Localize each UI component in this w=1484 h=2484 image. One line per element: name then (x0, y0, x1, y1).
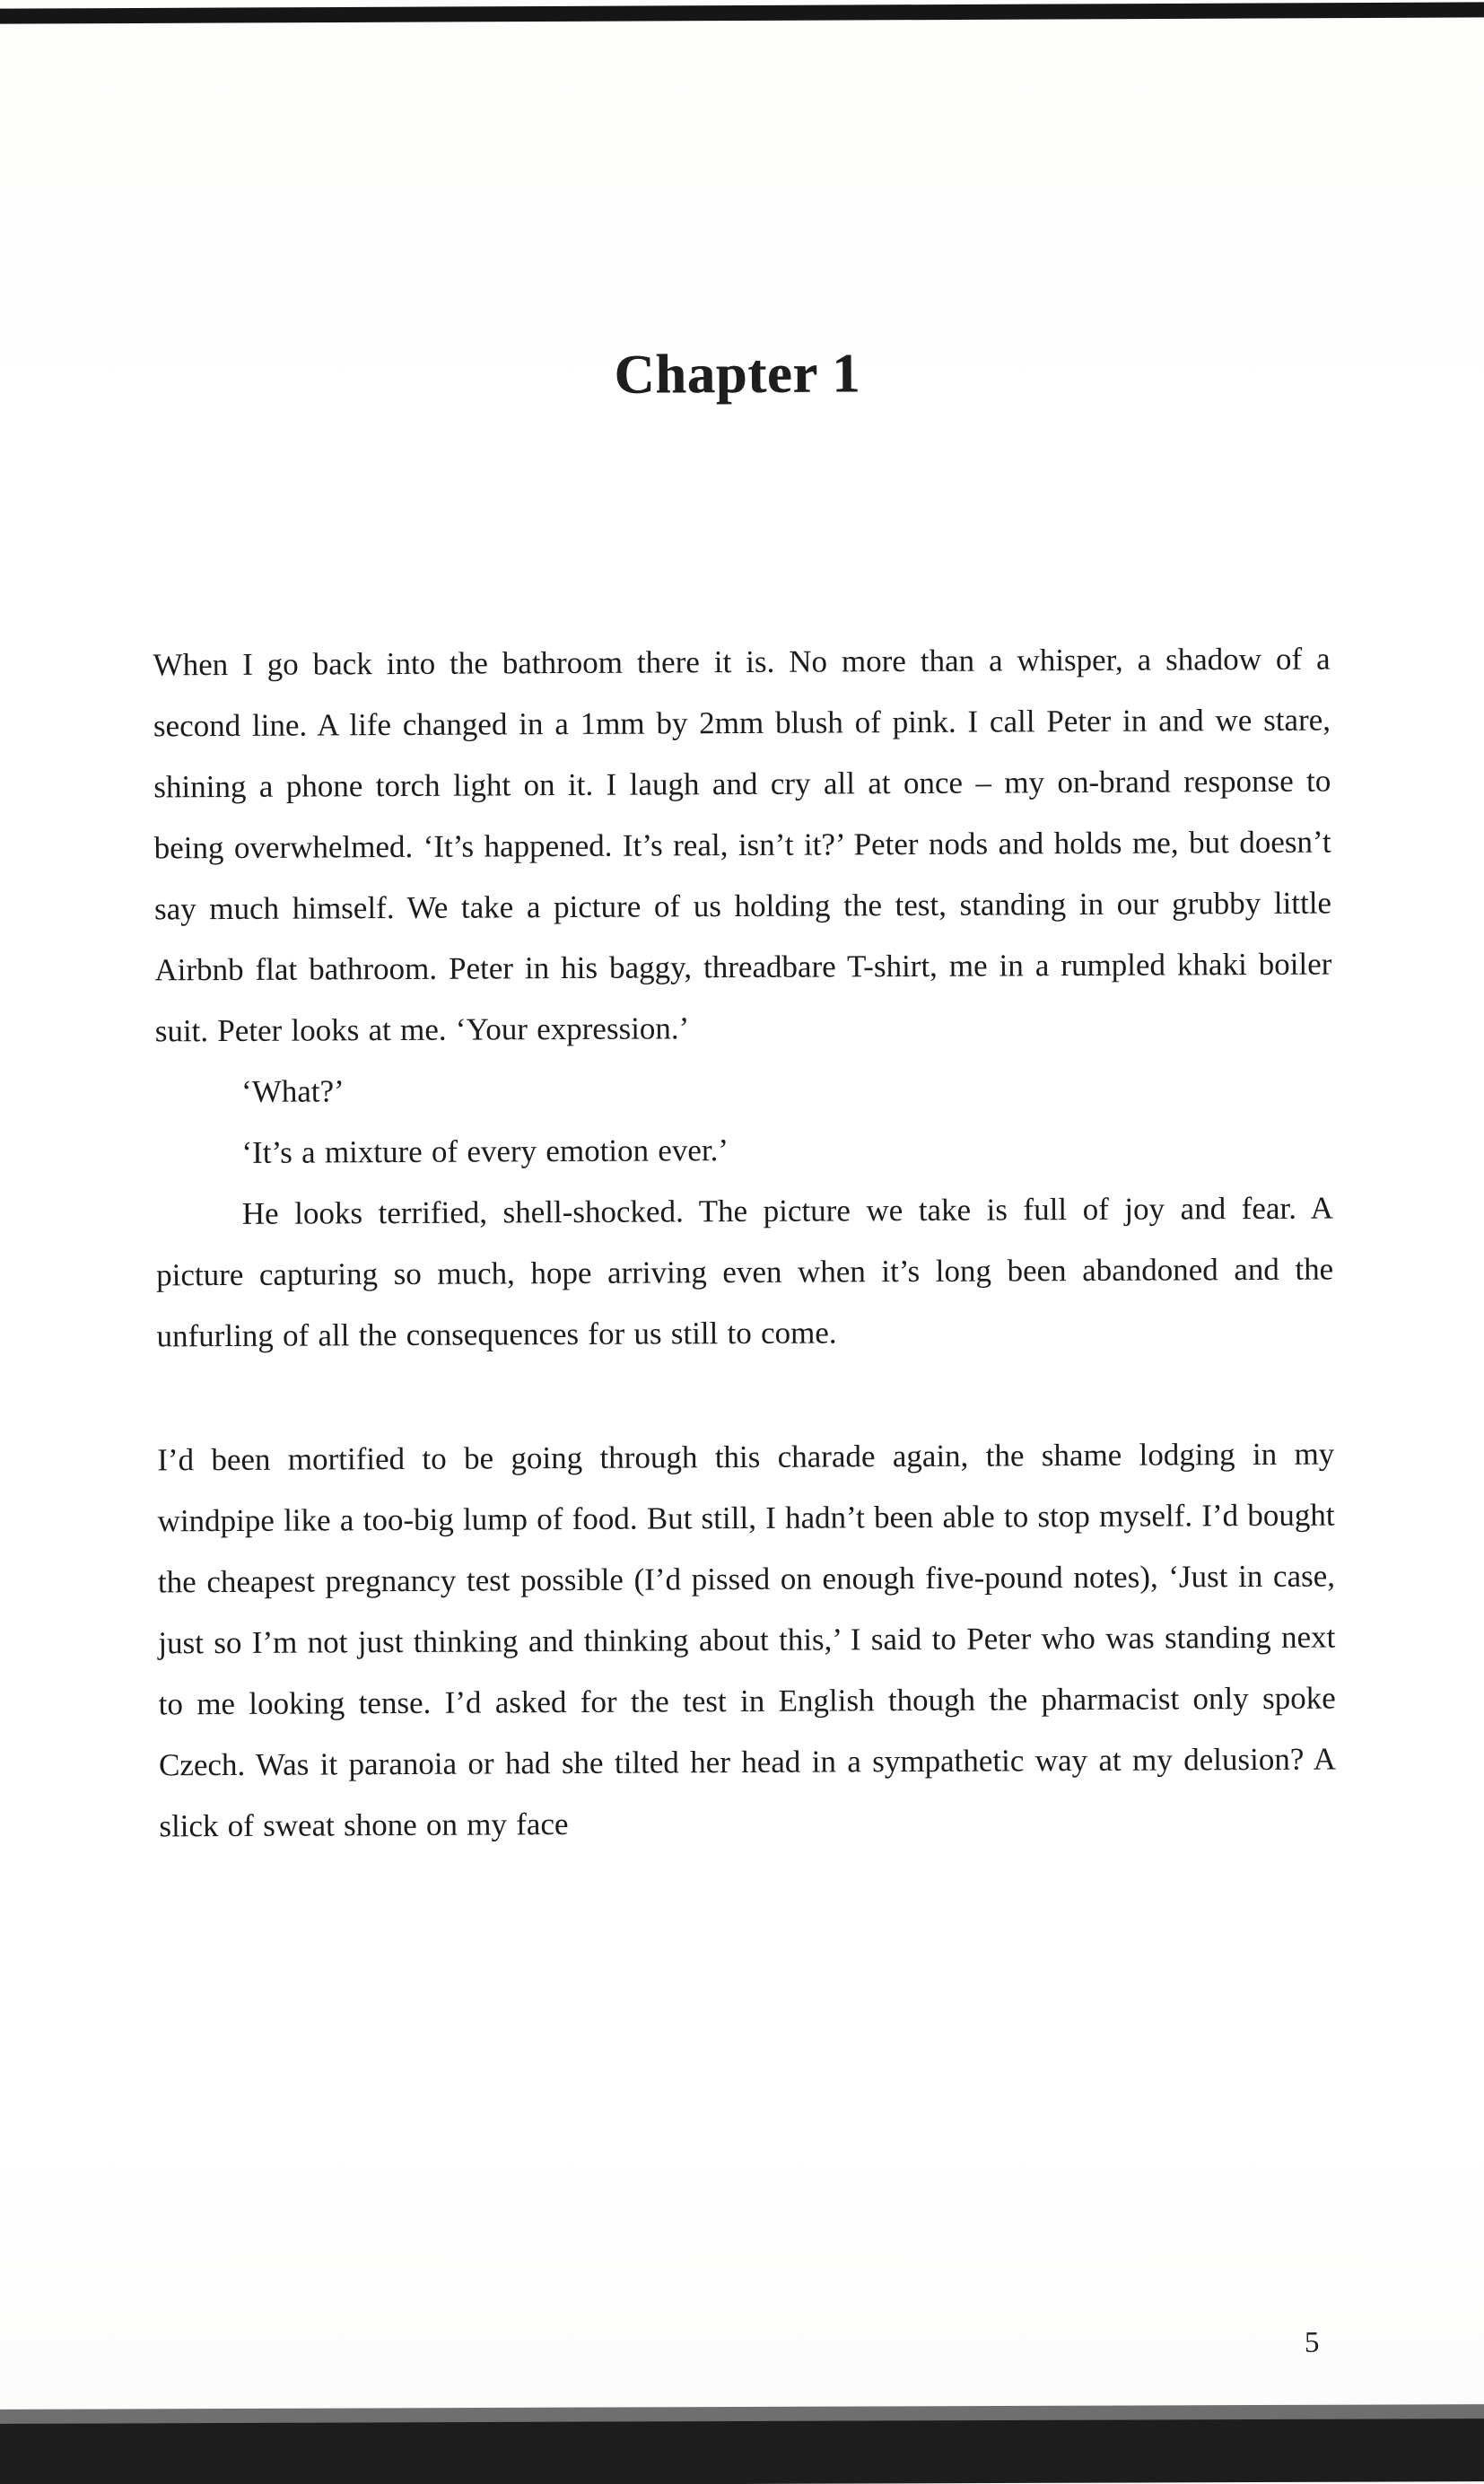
page-number: 5 (1304, 2326, 1320, 2359)
paragraph-dialogue-2: ‘It’s a mixture of every emotion ever.’ (241, 1133, 729, 1170)
paragraph-opening: When I go back into the bathroom there it is. No more than a whisper, a shadow of a second line. A life changed in a 1mm by 2mm blush of pink. I call Peter in and we stare, shining a phone torch light on it. I laugh and cry all at once – my on-brand response to being overwhelmed. ‘It’s happened. It’s real, isn’t it?’ Peter nods and holds me, but doesn’t say much himself. We take a picture of us holding the test, standing in our grubby little Airbnb flat bathroom. Peter in his baggy, threadbare T-shirt, me in a rumpled khaki boiler suit. Peter looks at me. ‘Your expression.’ (153, 641, 1332, 1049)
body-text (153, 629, 1336, 1858)
paragraph-he-looks: He looks terrified, shell-shocked. The picture we take is full of joy and fear. A picture capturing so much, hope arriving even when it’s long been abandoned and the unfurling of all the consequences for us still to come. (156, 1190, 1334, 1354)
scan-edge-bottom (0, 2417, 1484, 2484)
paragraph-dialogue-1: ‘What?’ (241, 1073, 345, 1109)
chapter-title: Chapter 1 (614, 343, 861, 406)
paragraph-mortified: I’d been mortified to be going through this charade again, the shame lodging in my windpipe like a too-big lump of food. But still, I hadn’t been able to stop myself. I’d bought the cheapest pregnancy test possible (I’d pissed on enough five-pound notes), ‘Just in case, just so I’m not just thinking and thinking about this,’ I said to Peter who was standing next to me looking tense. I’d asked for the test in English though the pharmacist only spoke Czech. Was it paranoia or had she tilted her head in a sympathetic way at my delusion? A slick of sweat shone on my face (157, 1436, 1337, 1844)
